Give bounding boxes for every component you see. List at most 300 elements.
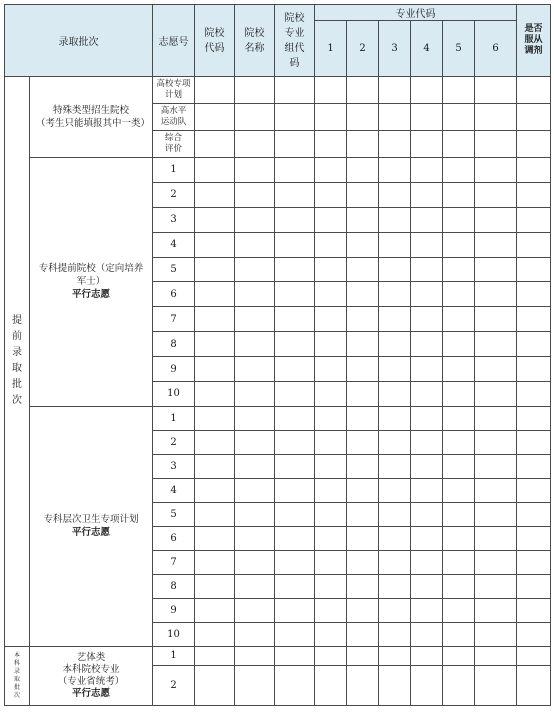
input-cell[interactable] [315, 207, 347, 232]
text-line: 专业 [284, 27, 305, 39]
text-line: 批 [13, 683, 20, 691]
input-cell[interactable] [411, 182, 443, 207]
input-cell[interactable] [347, 598, 379, 622]
input-cell[interactable] [475, 502, 517, 526]
input-cell[interactable] [379, 646, 411, 665]
input-cell[interactable] [517, 257, 551, 282]
input-cell[interactable] [275, 550, 315, 574]
input-cell[interactable] [315, 478, 347, 502]
input-cell[interactable] [235, 131, 275, 158]
wish-number-text: 9 [170, 363, 177, 375]
input-cell[interactable] [517, 550, 551, 574]
input-cell[interactable] [195, 77, 235, 104]
input-cell[interactable] [379, 526, 411, 550]
input-cell[interactable] [235, 332, 275, 357]
text-line: 次 [13, 691, 20, 699]
wish-number [153, 478, 195, 502]
input-cell[interactable] [195, 382, 235, 407]
input-cell[interactable] [475, 282, 517, 307]
input-cell[interactable] [517, 104, 551, 131]
wish-number-text: 6 [170, 288, 177, 300]
input-cell[interactable] [347, 646, 379, 665]
input-cell[interactable] [195, 406, 235, 430]
input-cell[interactable] [235, 207, 275, 232]
wish-number [153, 526, 195, 550]
input-cell[interactable] [235, 598, 275, 622]
input-cell[interactable] [379, 357, 411, 382]
input-cell[interactable] [475, 332, 517, 357]
input-cell[interactable] [379, 182, 411, 207]
wish-number [153, 550, 195, 574]
input-cell[interactable] [275, 598, 315, 622]
input-cell[interactable] [411, 574, 443, 598]
input-cell[interactable] [315, 454, 347, 478]
input-cell[interactable] [235, 550, 275, 574]
input-cell[interactable] [195, 478, 235, 502]
wish-number [153, 622, 195, 646]
input-cell[interactable] [443, 158, 475, 183]
input-cell[interactable] [347, 622, 379, 646]
text-line: 本 [13, 651, 20, 659]
input-cell[interactable] [315, 430, 347, 454]
special-type-cell [30, 77, 153, 158]
input-cell[interactable] [475, 307, 517, 332]
input-cell[interactable] [347, 430, 379, 454]
input-cell[interactable] [411, 382, 443, 407]
input-cell[interactable] [443, 574, 475, 598]
input-cell[interactable] [517, 665, 551, 705]
text-line: 计划 [164, 90, 182, 100]
input-cell[interactable] [195, 332, 235, 357]
input-cell[interactable] [347, 182, 379, 207]
input-cell[interactable] [411, 550, 443, 574]
input-cell[interactable] [315, 646, 347, 665]
input-cell[interactable] [235, 574, 275, 598]
input-cell[interactable] [379, 622, 411, 646]
wish-number [153, 307, 195, 332]
input-cell[interactable] [235, 282, 275, 307]
input-cell[interactable] [315, 282, 347, 307]
wish-number [153, 646, 195, 665]
input-cell[interactable] [379, 454, 411, 478]
input-cell[interactable] [517, 282, 551, 307]
input-cell[interactable] [347, 382, 379, 407]
art-mode: 平行志愿 [71, 687, 110, 699]
input-cell[interactable] [517, 502, 551, 526]
input-cell[interactable] [411, 646, 443, 665]
input-cell[interactable] [315, 526, 347, 550]
input-cell[interactable] [517, 77, 551, 104]
input-cell[interactable] [347, 478, 379, 502]
input-cell[interactable] [379, 502, 411, 526]
input-cell[interactable] [475, 478, 517, 502]
input-cell[interactable] [379, 158, 411, 183]
input-cell[interactable] [235, 232, 275, 257]
input-cell[interactable] [411, 307, 443, 332]
input-cell[interactable] [275, 382, 315, 407]
input-cell[interactable] [475, 104, 517, 131]
major-col-number: 6 [492, 43, 499, 54]
input-cell[interactable] [275, 282, 315, 307]
input-cell[interactable] [443, 430, 475, 454]
input-cell[interactable] [443, 332, 475, 357]
input-cell[interactable] [235, 382, 275, 407]
input-cell[interactable] [475, 574, 517, 598]
special-type-title: 特殊类型招生院校 [52, 105, 129, 116]
input-cell[interactable] [195, 598, 235, 622]
input-cell[interactable] [379, 550, 411, 574]
input-cell[interactable] [379, 430, 411, 454]
input-cell[interactable] [443, 357, 475, 382]
wish-number [153, 665, 195, 705]
input-cell[interactable] [235, 454, 275, 478]
input-cell[interactable] [379, 104, 411, 131]
input-cell[interactable] [315, 550, 347, 574]
input-cell[interactable] [379, 77, 411, 104]
input-cell[interactable] [275, 332, 315, 357]
input-cell[interactable] [517, 598, 551, 622]
input-cell[interactable] [235, 526, 275, 550]
text-line: 录 [12, 347, 22, 359]
input-cell[interactable] [517, 454, 551, 478]
art-line2: 本科院校专业 [62, 663, 120, 675]
text-line: 院校 [204, 27, 225, 39]
input-cell[interactable] [275, 665, 315, 705]
input-cell[interactable] [347, 502, 379, 526]
input-cell[interactable] [443, 478, 475, 502]
input-cell[interactable] [347, 307, 379, 332]
input-cell[interactable] [315, 665, 347, 705]
input-cell[interactable] [195, 430, 235, 454]
input-cell[interactable] [315, 622, 347, 646]
art-section-cell [30, 646, 153, 705]
input-cell[interactable] [411, 232, 443, 257]
input-cell[interactable] [315, 382, 347, 407]
input-cell[interactable] [475, 550, 517, 574]
input-cell[interactable] [475, 454, 517, 478]
input-cell[interactable] [235, 182, 275, 207]
input-cell[interactable] [379, 478, 411, 502]
input-cell[interactable] [347, 665, 379, 705]
input-cell[interactable] [379, 131, 411, 158]
input-cell[interactable] [195, 454, 235, 478]
input-cell[interactable] [315, 104, 347, 131]
input-cell[interactable] [275, 478, 315, 502]
special-type-option [153, 104, 195, 131]
text-line: 提 [12, 315, 22, 327]
input-cell[interactable] [379, 257, 411, 282]
input-cell[interactable] [475, 77, 517, 104]
input-cell[interactable] [475, 406, 517, 430]
input-cell[interactable] [443, 598, 475, 622]
input-cell[interactable] [195, 307, 235, 332]
special-type-option [153, 77, 195, 104]
input-cell[interactable] [443, 454, 475, 478]
input-cell[interactable] [411, 158, 443, 183]
input-cell[interactable] [235, 77, 275, 104]
input-cell[interactable] [411, 526, 443, 550]
input-cell[interactable] [347, 454, 379, 478]
input-cell[interactable] [475, 232, 517, 257]
input-cell[interactable] [195, 550, 235, 574]
text-line: 调剂 [524, 46, 543, 56]
input-cell[interactable] [443, 665, 475, 705]
input-cell[interactable] [195, 622, 235, 646]
input-cell[interactable] [443, 182, 475, 207]
input-cell[interactable] [275, 574, 315, 598]
input-cell[interactable] [475, 646, 517, 665]
input-cell[interactable] [475, 382, 517, 407]
input-cell[interactable] [517, 574, 551, 598]
input-cell[interactable] [275, 357, 315, 382]
wish-number-text: 2 [170, 436, 177, 448]
input-cell[interactable] [195, 646, 235, 665]
input-cell[interactable] [411, 207, 443, 232]
input-cell[interactable] [443, 502, 475, 526]
major-col-number: 1 [327, 43, 334, 54]
input-cell[interactable] [235, 158, 275, 183]
input-cell[interactable] [411, 104, 443, 131]
input-cell[interactable] [195, 158, 235, 183]
input-cell[interactable] [195, 104, 235, 131]
input-cell[interactable] [443, 526, 475, 550]
input-cell[interactable] [195, 665, 235, 705]
input-cell[interactable] [275, 257, 315, 282]
input-cell[interactable] [347, 257, 379, 282]
input-cell[interactable] [517, 131, 551, 158]
input-cell[interactable] [275, 131, 315, 158]
input-cell[interactable] [475, 430, 517, 454]
input-cell[interactable] [275, 307, 315, 332]
input-cell[interactable] [347, 406, 379, 430]
input-cell[interactable] [443, 282, 475, 307]
input-cell[interactable] [235, 104, 275, 131]
input-cell[interactable] [195, 574, 235, 598]
input-cell[interactable] [347, 574, 379, 598]
input-cell[interactable] [443, 257, 475, 282]
input-cell[interactable] [275, 232, 315, 257]
wish-number [153, 332, 195, 357]
header-major-col [379, 21, 411, 77]
input-cell[interactable] [517, 357, 551, 382]
header-batch-label: 录取批次 [58, 37, 99, 48]
input-cell[interactable] [475, 357, 517, 382]
input-cell[interactable] [475, 182, 517, 207]
early-batch-label [5, 77, 30, 647]
input-cell[interactable] [275, 622, 315, 646]
input-cell[interactable] [235, 307, 275, 332]
input-cell[interactable] [411, 406, 443, 430]
input-cell[interactable] [475, 526, 517, 550]
text-line: 服从 [524, 35, 543, 45]
input-cell[interactable] [275, 502, 315, 526]
input-cell[interactable] [275, 77, 315, 104]
input-cell[interactable] [379, 282, 411, 307]
input-cell[interactable] [275, 430, 315, 454]
text-line: 运动队 [160, 117, 187, 127]
input-cell[interactable] [517, 478, 551, 502]
input-cell[interactable] [517, 207, 551, 232]
text-line: 取 [13, 675, 20, 683]
header-major-code-label: 专业代码 [395, 9, 436, 20]
input-cell[interactable] [347, 550, 379, 574]
input-cell[interactable] [517, 430, 551, 454]
text-line: 院校 [284, 12, 305, 24]
input-cell[interactable] [379, 665, 411, 705]
input-cell[interactable] [411, 332, 443, 357]
input-cell[interactable] [315, 182, 347, 207]
input-cell[interactable] [443, 406, 475, 430]
input-cell[interactable] [235, 646, 275, 665]
input-cell[interactable] [195, 502, 235, 526]
input-cell[interactable] [443, 232, 475, 257]
input-cell[interactable] [475, 158, 517, 183]
input-cell[interactable] [517, 182, 551, 207]
wish-number-text: 5 [170, 508, 177, 520]
input-cell[interactable] [195, 131, 235, 158]
input-cell[interactable] [411, 131, 443, 158]
input-cell[interactable] [475, 207, 517, 232]
input-cell[interactable] [411, 282, 443, 307]
input-cell[interactable] [411, 257, 443, 282]
input-cell[interactable] [443, 77, 475, 104]
header-major-col [411, 21, 443, 77]
input-cell[interactable] [275, 182, 315, 207]
input-cell[interactable] [379, 232, 411, 257]
input-cell[interactable] [315, 232, 347, 257]
header-batch [5, 5, 153, 77]
input-cell[interactable] [443, 382, 475, 407]
input-cell[interactable] [315, 332, 347, 357]
input-cell[interactable] [411, 478, 443, 502]
input-cell[interactable] [235, 406, 275, 430]
header-school-code [195, 5, 235, 77]
input-cell[interactable] [411, 598, 443, 622]
input-cell[interactable] [517, 526, 551, 550]
input-cell[interactable] [517, 307, 551, 332]
input-cell[interactable] [315, 307, 347, 332]
text-line: 名称 [244, 42, 265, 54]
input-cell[interactable] [195, 182, 235, 207]
input-cell[interactable] [411, 622, 443, 646]
wish-number [153, 158, 195, 183]
input-cell[interactable] [275, 158, 315, 183]
input-cell[interactable] [235, 357, 275, 382]
input-cell[interactable] [411, 430, 443, 454]
input-cell[interactable] [347, 77, 379, 104]
input-cell[interactable] [275, 207, 315, 232]
major-col-number: 2 [359, 43, 366, 54]
input-cell[interactable] [235, 430, 275, 454]
input-cell[interactable] [195, 257, 235, 282]
input-cell[interactable] [517, 622, 551, 646]
input-cell[interactable] [411, 77, 443, 104]
input-cell[interactable] [517, 158, 551, 183]
input-cell[interactable] [475, 622, 517, 646]
input-cell[interactable] [347, 207, 379, 232]
input-cell[interactable] [315, 77, 347, 104]
input-cell[interactable] [517, 646, 551, 665]
wish-number [153, 282, 195, 307]
undergrad-batch-label [5, 646, 30, 705]
input-cell[interactable] [379, 382, 411, 407]
input-cell[interactable] [315, 158, 347, 183]
input-cell[interactable] [379, 307, 411, 332]
input-cell[interactable] [347, 282, 379, 307]
input-cell[interactable] [443, 646, 475, 665]
input-cell[interactable] [475, 257, 517, 282]
volunteer-form-table [4, 4, 551, 706]
input-cell[interactable] [443, 104, 475, 131]
input-cell[interactable] [443, 622, 475, 646]
input-cell[interactable] [443, 550, 475, 574]
input-cell[interactable] [347, 526, 379, 550]
input-cell[interactable] [443, 131, 475, 158]
input-cell[interactable] [517, 382, 551, 407]
header-major-col [443, 21, 475, 77]
input-cell[interactable] [379, 574, 411, 598]
input-cell[interactable] [379, 598, 411, 622]
input-cell[interactable] [315, 257, 347, 282]
input-cell[interactable] [443, 207, 475, 232]
input-cell[interactable] [411, 454, 443, 478]
health-section-title: 专科层次卫生专项计划 [43, 514, 139, 526]
input-cell[interactable] [275, 104, 315, 131]
input-cell[interactable] [411, 502, 443, 526]
input-cell[interactable] [347, 104, 379, 131]
input-cell[interactable] [315, 598, 347, 622]
input-cell[interactable] [517, 232, 551, 257]
input-cell[interactable] [195, 526, 235, 550]
input-cell[interactable] [235, 622, 275, 646]
input-cell[interactable] [411, 357, 443, 382]
input-cell[interactable] [315, 502, 347, 526]
input-cell[interactable] [475, 665, 517, 705]
input-cell[interactable] [475, 598, 517, 622]
input-cell[interactable] [235, 665, 275, 705]
input-cell[interactable] [235, 502, 275, 526]
input-cell[interactable] [195, 207, 235, 232]
input-cell[interactable] [347, 131, 379, 158]
input-cell[interactable] [475, 131, 517, 158]
input-cell[interactable] [315, 406, 347, 430]
input-cell[interactable] [275, 454, 315, 478]
input-cell[interactable] [443, 307, 475, 332]
input-cell[interactable] [517, 332, 551, 357]
input-cell[interactable] [275, 406, 315, 430]
wish-number-text: 2 [170, 679, 177, 691]
input-cell[interactable] [315, 574, 347, 598]
input-cell[interactable] [195, 232, 235, 257]
input-cell[interactable] [235, 257, 275, 282]
input-cell[interactable] [347, 357, 379, 382]
input-cell[interactable] [379, 207, 411, 232]
input-cell[interactable] [275, 526, 315, 550]
input-cell[interactable] [275, 646, 315, 665]
input-cell[interactable] [315, 357, 347, 382]
input-cell[interactable] [411, 665, 443, 705]
input-cell[interactable] [195, 357, 235, 382]
input-cell[interactable] [347, 232, 379, 257]
input-cell[interactable] [195, 282, 235, 307]
input-cell[interactable] [315, 131, 347, 158]
input-cell[interactable] [517, 406, 551, 430]
input-cell[interactable] [235, 478, 275, 502]
input-cell[interactable] [347, 158, 379, 183]
input-cell[interactable] [379, 332, 411, 357]
input-cell[interactable] [379, 406, 411, 430]
input-cell[interactable] [347, 332, 379, 357]
